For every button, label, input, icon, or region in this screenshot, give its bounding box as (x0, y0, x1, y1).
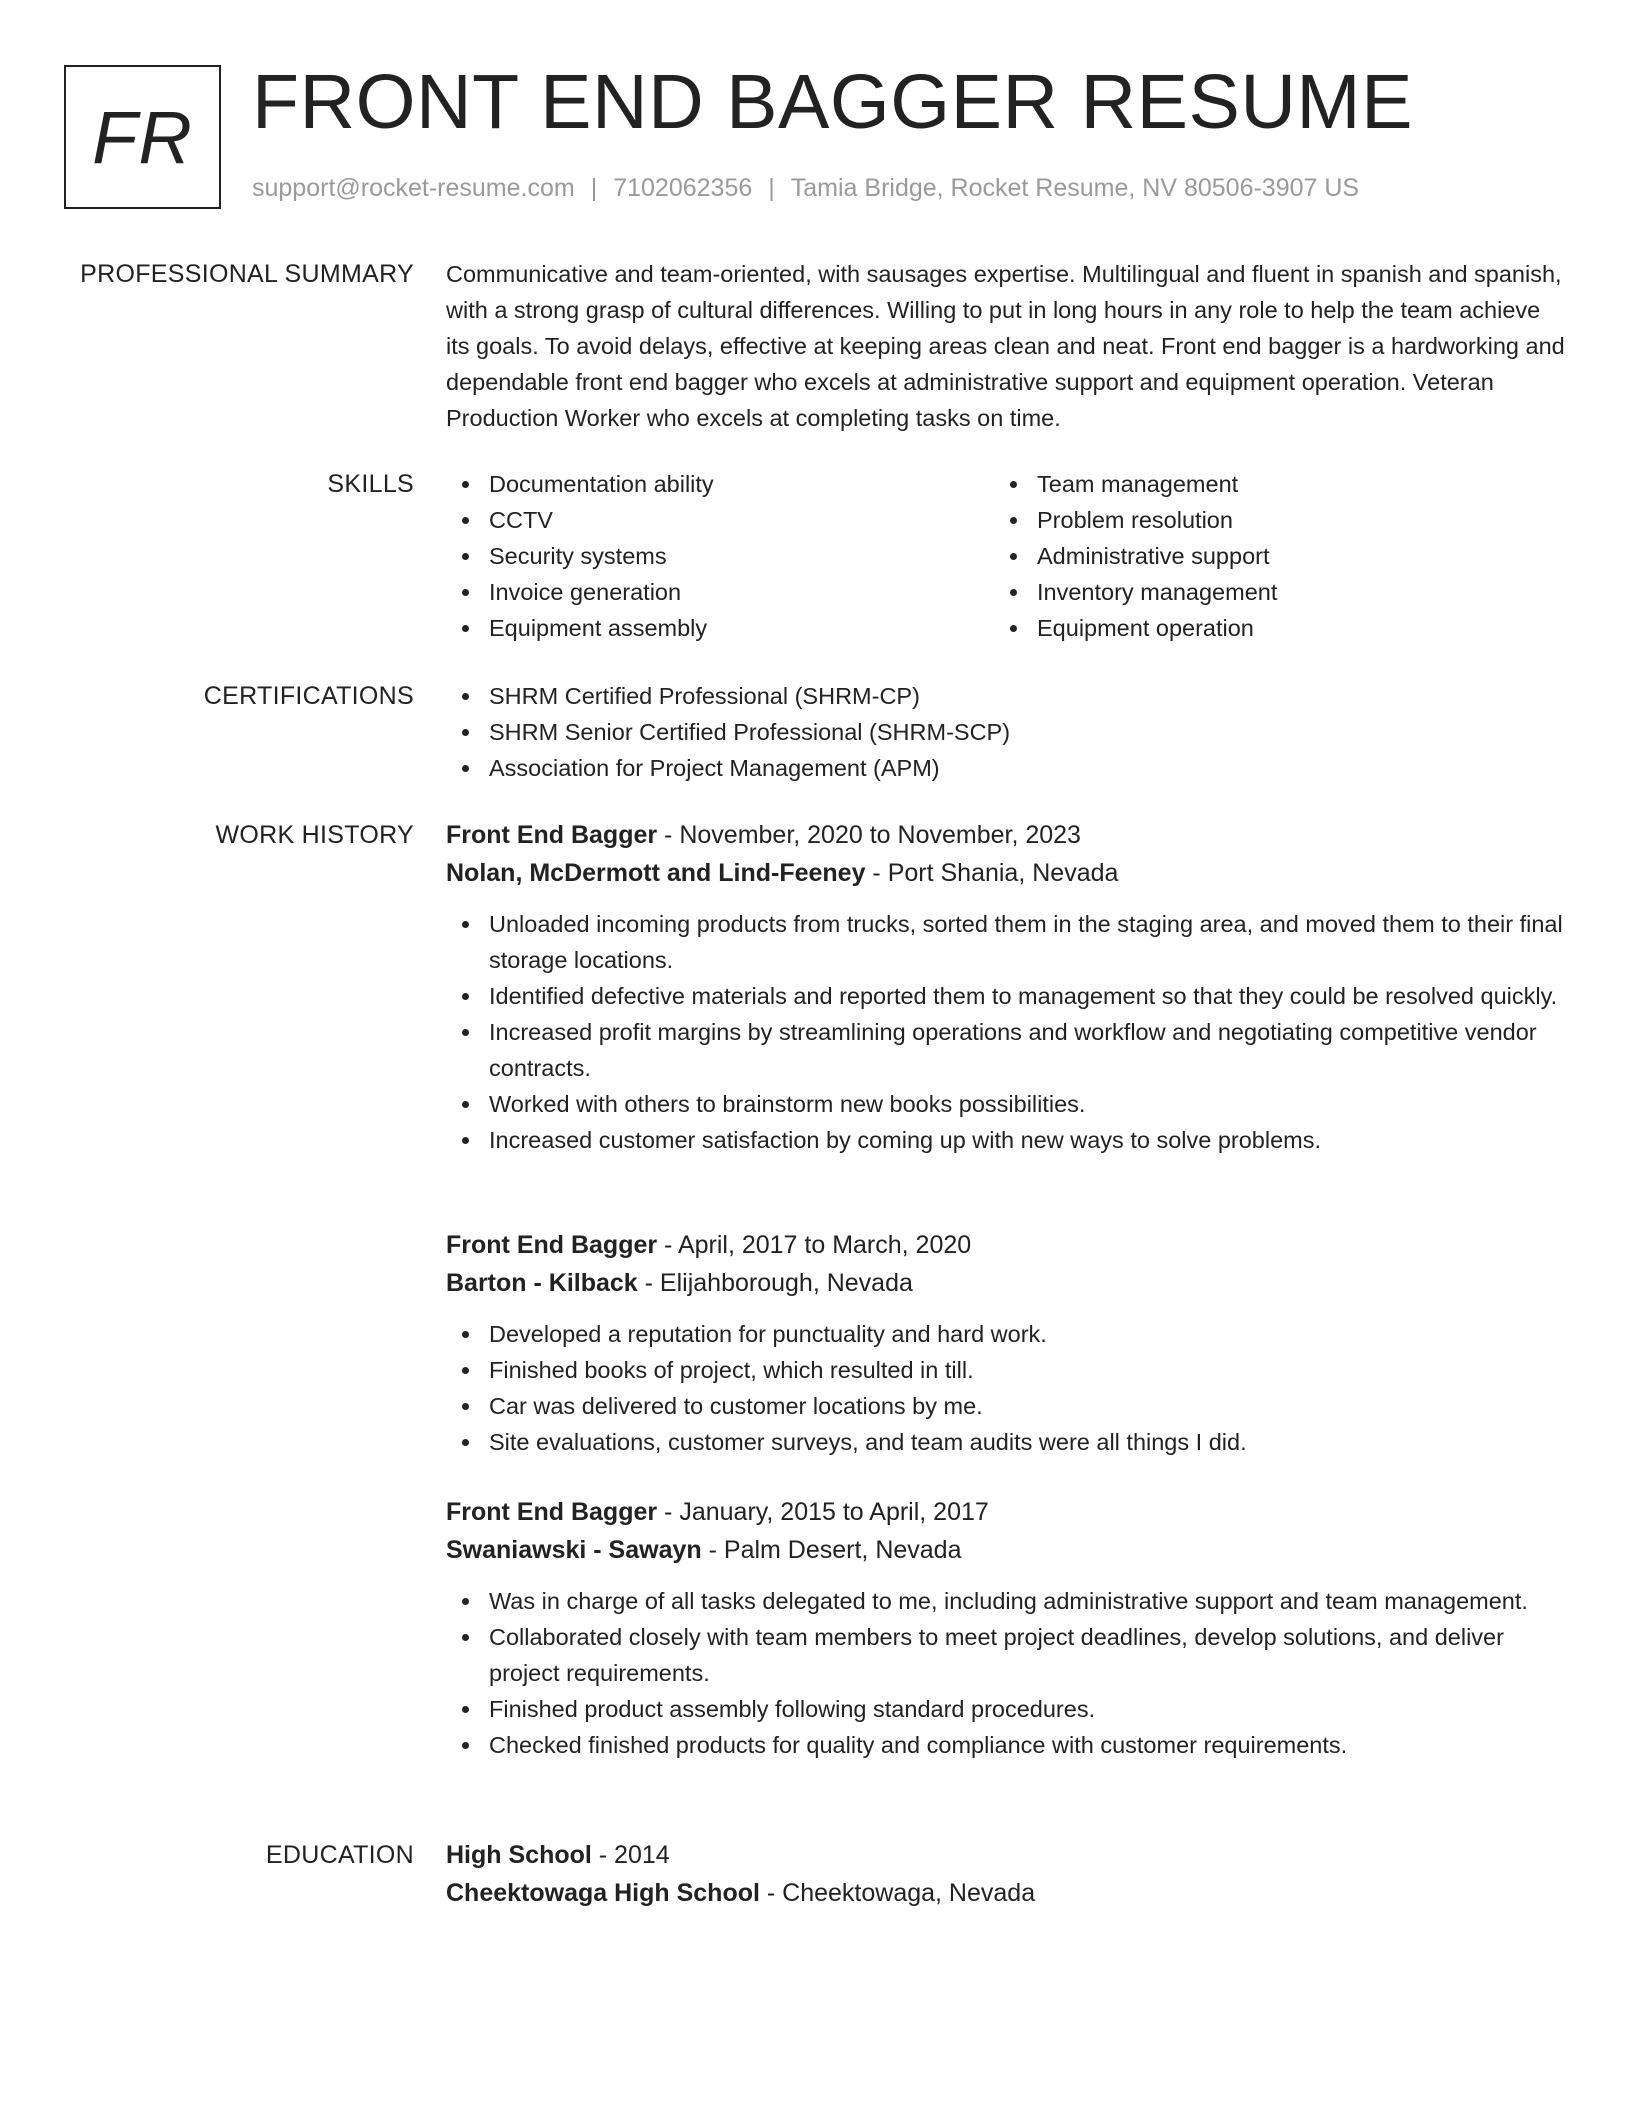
job-entry (446, 1226, 1566, 1460)
job-company: Nolan, McDermott and Lind-Feeney (446, 859, 866, 887)
job-entry (446, 816, 1566, 1158)
skill-item: Team management (994, 466, 1542, 502)
job-title: Front End Bagger (446, 1498, 658, 1526)
job-title: Front End Bagger (446, 821, 658, 849)
job-title: Front End Bagger (446, 1231, 658, 1259)
job-duty: Identified defective materials and reported them to management so that they could be resolved quickly. (446, 978, 1566, 1014)
job-title-line (446, 816, 1566, 854)
skill-item: CCTV (446, 502, 994, 538)
skill-item: Equipment assembly (446, 610, 994, 646)
job-location: - Port Shania, Nevada (865, 859, 1119, 887)
skill-item: Inventory management (994, 574, 1542, 610)
education-degree: High School (446, 1841, 592, 1869)
section-label-skills: SKILLS (327, 470, 414, 498)
certifications-list (446, 678, 1566, 786)
job-title-line (446, 1493, 1566, 1531)
certification-item: Association for Project Management (APM) (446, 750, 1566, 786)
skills-list (446, 466, 1566, 646)
job-duty: Was in charge of all tasks delegated to me, including administrative support and team management. (446, 1583, 1566, 1619)
job-location: - Palm Desert, Nevada (701, 1536, 962, 1564)
job-duty: Checked finished products for quality and compliance with customer requirements. (446, 1727, 1566, 1763)
resume-title: FRONT END BAGGER RESUME (252, 59, 1413, 145)
skill-item: Documentation ability (446, 466, 994, 502)
job-duty: Unloaded incoming products from trucks, sorted them in the staging area, and moved them to their final storage locations. (446, 906, 1566, 978)
certification-item: SHRM Senior Certified Professional (SHRM-SCP) (446, 714, 1566, 750)
job-dates: - November, 2020 to November, 2023 (657, 821, 1081, 849)
job-duty: Site evaluations, customer surveys, and team audits were all things I did. (446, 1424, 1566, 1460)
job-duty: Finished books of project, which resulted in till. (446, 1352, 1566, 1388)
job-duty: Collaborated closely with team members to meet project deadlines, develop solutions, and deliver project requirements. (446, 1619, 1566, 1691)
job-entry (446, 1493, 1566, 1763)
section-label-summary: PROFESSIONAL SUMMARY (80, 260, 414, 288)
education-entry (446, 1836, 1566, 1912)
monogram-box (64, 65, 221, 209)
contact-phone: 7102062356 (613, 174, 753, 202)
monogram-initials: FR (92, 95, 193, 179)
education-school-line (446, 1874, 1566, 1912)
job-duties (446, 1583, 1566, 1763)
contact-separator: | (768, 174, 775, 202)
education-school: Cheektowaga High School (446, 1879, 760, 1907)
job-title-line (446, 1226, 1566, 1264)
section-label-work-history: WORK HISTORY (215, 821, 414, 849)
skills-column-2 (994, 466, 1542, 646)
job-dates: - April, 2017 to March, 2020 (657, 1231, 972, 1259)
section-label-certifications: CERTIFICATIONS (203, 682, 414, 710)
job-duties (446, 1316, 1566, 1460)
education-degree-line (446, 1836, 1566, 1874)
job-duty: Worked with others to brainstorm new books possibilities. (446, 1086, 1566, 1122)
job-location: - Elijahborough, Nevada (637, 1269, 913, 1297)
job-duty: Increased profit margins by streamlining operations and workflow and negotiating competitive vendor contracts. (446, 1014, 1566, 1086)
certification-item: SHRM Certified Professional (SHRM-CP) (446, 678, 1566, 714)
contact-email: support@rocket-resume.com (252, 174, 575, 202)
contact-separator: | (590, 174, 598, 202)
skill-item: Security systems (446, 538, 994, 574)
job-duties (446, 906, 1566, 1158)
education-year: - 2014 (591, 1841, 670, 1869)
job-dates: - January, 2015 to April, 2017 (657, 1498, 989, 1526)
summary-text: Communicative and team-oriented, with sausages expertise. Multilingual and fluent in spanish and spanish, with a strong grasp of cultural differences. Willing to put in long hours in any role to help the team achieve its goals. To avoid delays, effective at keeping areas clean and neat. Front end bagger is a hardworking and dependable front end bagger who excels at administrative support and equipment operation. Veteran Production Worker who excels at completing tasks on time. (446, 261, 1565, 431)
contact-address: Tamia Bridge, Rocket Resume, NV 80506-3907 US (790, 174, 1360, 202)
job-company-line (446, 1264, 1566, 1302)
job-company-line (446, 1531, 1566, 1569)
contact-line (252, 174, 1359, 203)
job-duty: Car was delivered to customer locations by me. (446, 1388, 1566, 1424)
job-company: Swaniawski - Sawayn (446, 1536, 702, 1564)
skill-item: Invoice generation (446, 574, 994, 610)
skill-item: Equipment operation (994, 610, 1542, 646)
skills-column-1 (446, 466, 994, 646)
skill-item: Administrative support (994, 538, 1542, 574)
education-location: - Cheektowaga, Nevada (759, 1879, 1036, 1907)
job-duty: Developed a reputation for punctuality and hard work. (446, 1316, 1566, 1352)
job-company: Barton - Kilback (446, 1269, 638, 1297)
job-company-line (446, 854, 1566, 892)
skill-item: Problem resolution (994, 502, 1542, 538)
section-label-education: EDUCATION (265, 1841, 414, 1869)
job-duty: Finished product assembly following standard procedures. (446, 1691, 1566, 1727)
job-duty: Increased customer satisfaction by coming up with new ways to solve problems. (446, 1122, 1566, 1158)
